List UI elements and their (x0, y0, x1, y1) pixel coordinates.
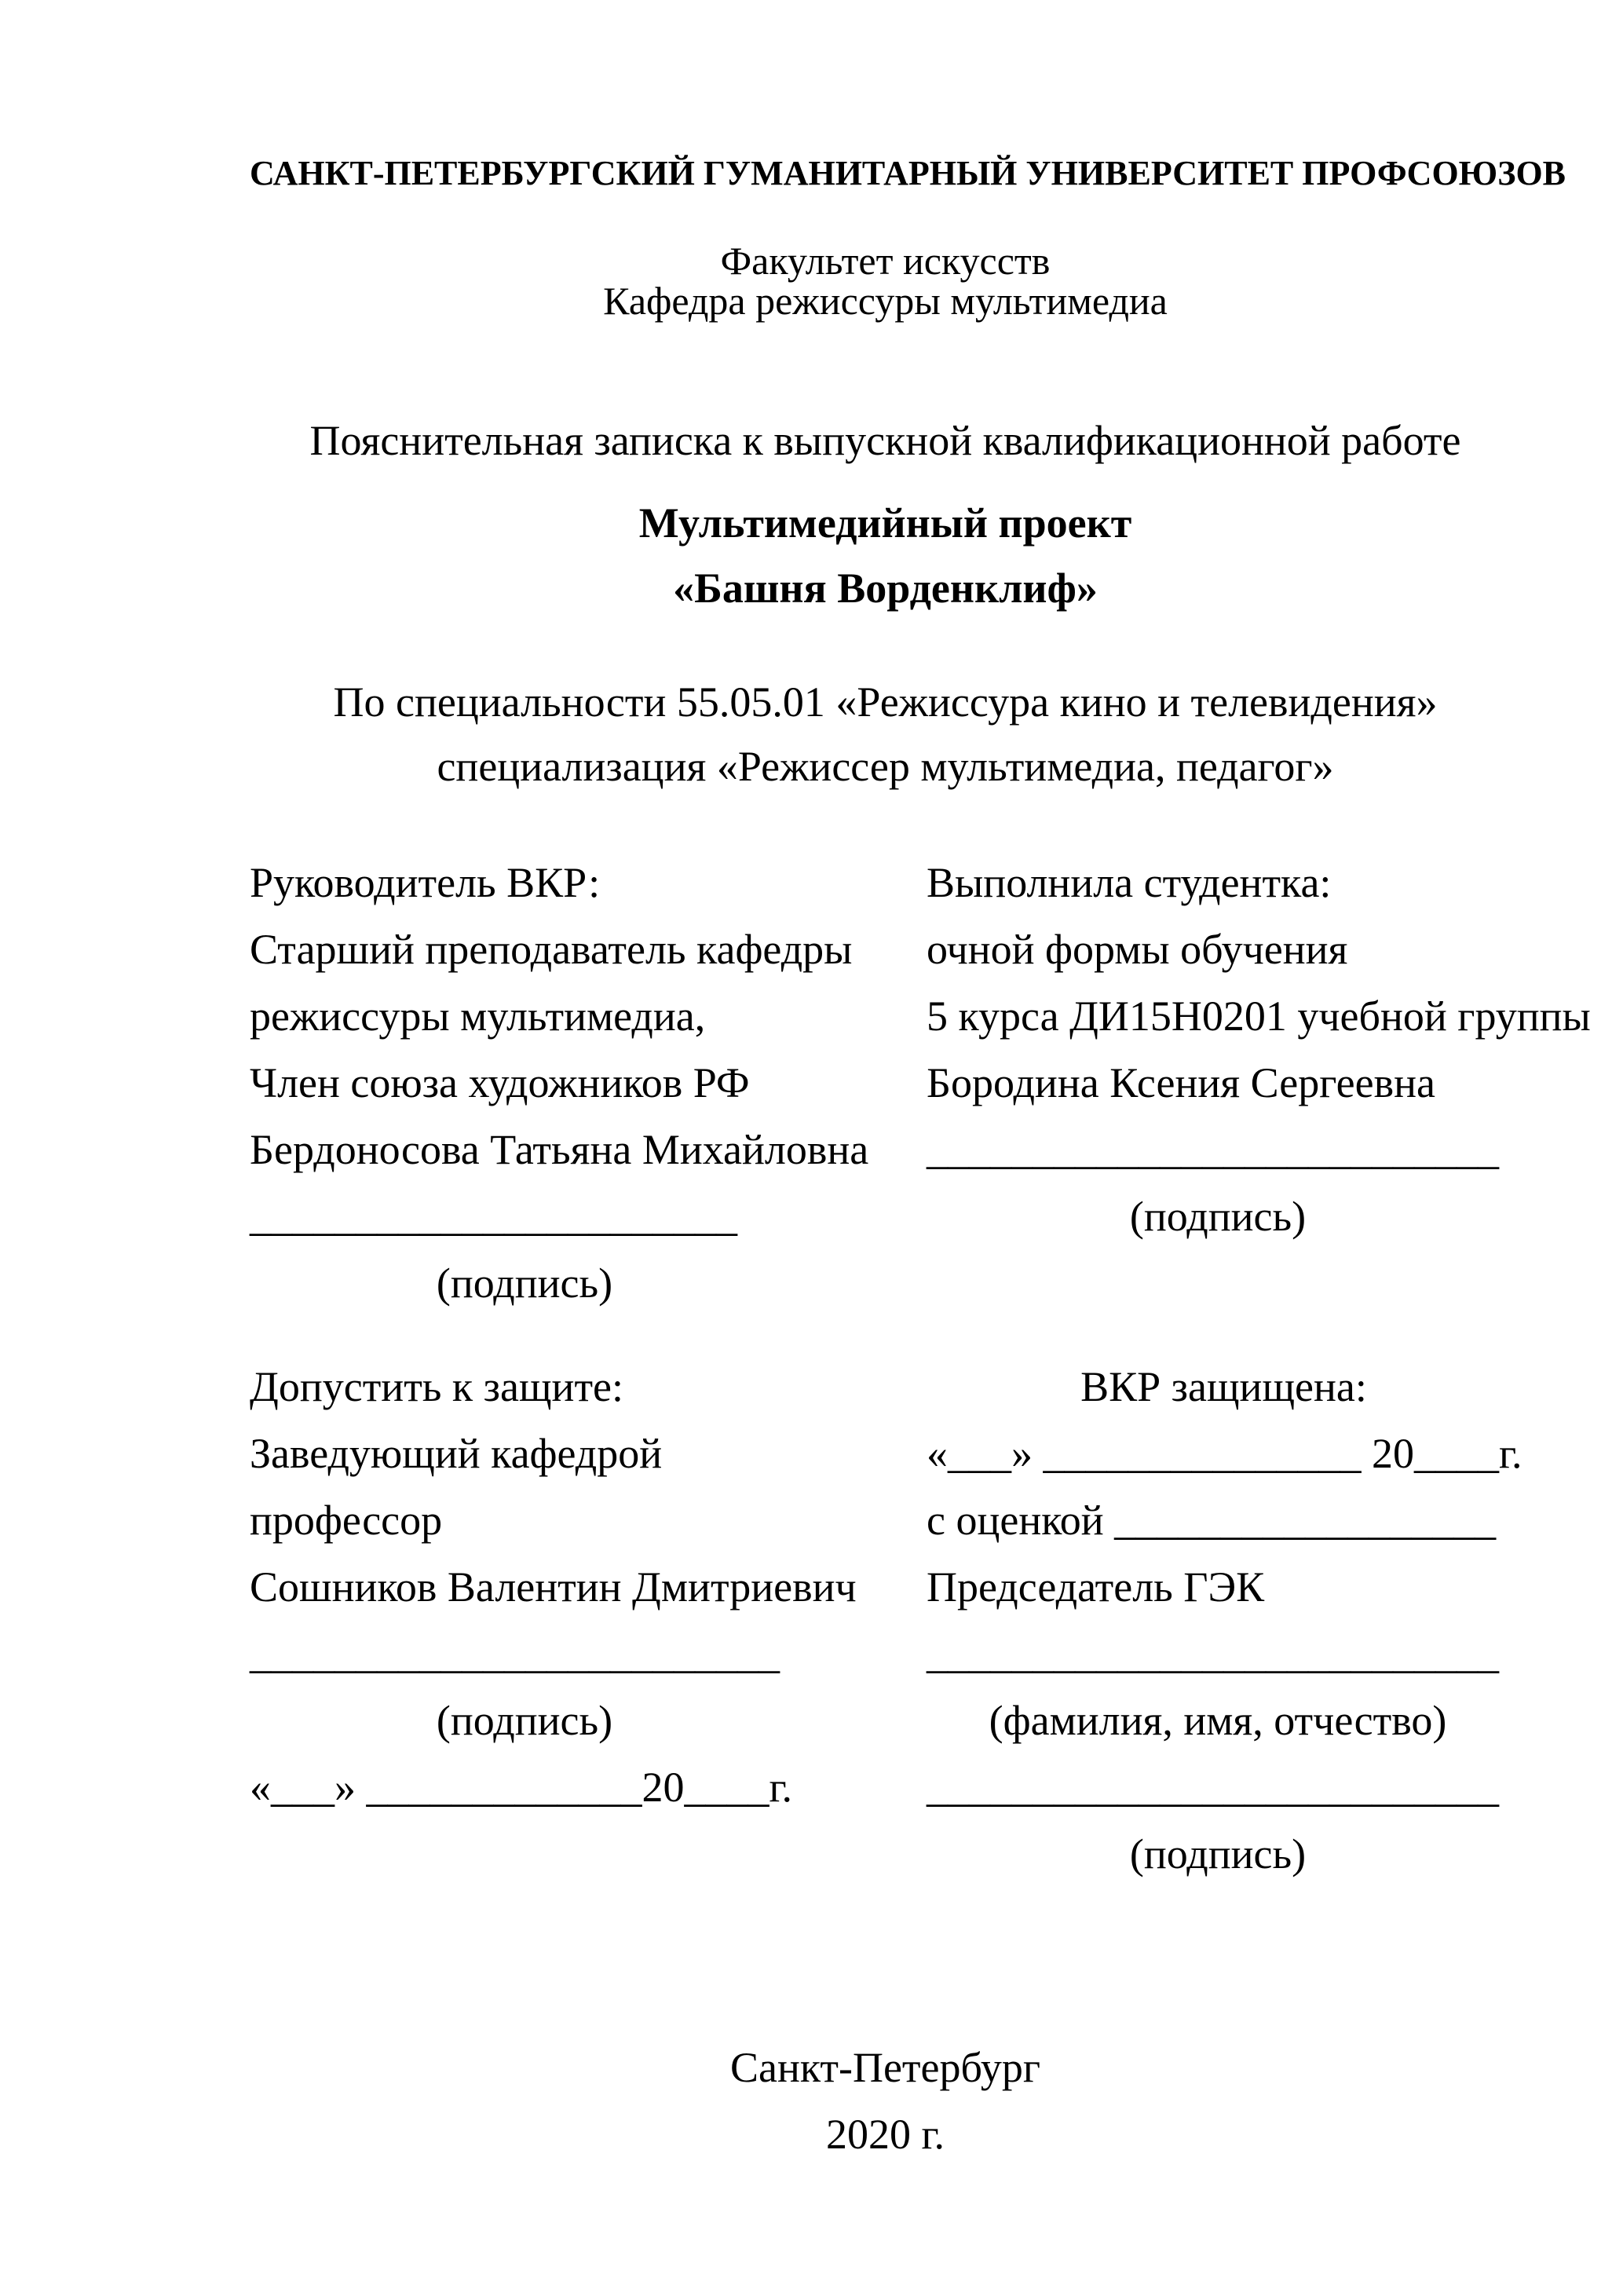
specialty-line: По специальности 55.05.01 «Режиссура кино и телевидения» (333, 678, 1438, 726)
defense-signature-line: ___________________________ (927, 1764, 1499, 1811)
student-group: 5 курса ДИ15Н0201 учебной группы (927, 993, 1591, 1040)
supervisor-name: Бердоносова Татьяна Михайловна (250, 1126, 869, 1173)
supervisor-label: Руководитель ВКР: (250, 859, 601, 906)
year-label: 2020 г. (825, 2111, 945, 2158)
city-name: Санкт-Петербург (729, 2044, 1041, 2091)
work-subtitle: Пояснительная записка к выпускной квалификационной работе (309, 417, 1461, 464)
admission-signature-line: _________________________ (250, 1630, 780, 1677)
student-label: Выполнила студентка: (927, 859, 1332, 906)
student-signature-line: ___________________________ (927, 1126, 1499, 1173)
admission-date-line: «___» _____________20____г. (250, 1764, 793, 1811)
defense-label: ВКР защищена: (1080, 1363, 1367, 1410)
supervisor-membership: Член союза художников РФ (250, 1059, 750, 1106)
admission-name: Сошников Валентин Дмитриевич (250, 1563, 857, 1610)
university-name: САНКТ-ПЕТЕРБУРГСКИЙ ГУМАНИТАРНЫЙ УНИВЕРСИТЕТ ПРОФСОЮЗОВ (250, 154, 1566, 192)
department-name: Кафедра режиссуры мультимедиа (603, 279, 1168, 323)
supervisor-position-2: режиссуры мультимедиа, (250, 993, 706, 1040)
defense-chairman-name-line: ___________________________ (927, 1630, 1499, 1677)
faculty-name: Факультет искусств (720, 239, 1051, 283)
student-study-form: очной формы обучения (927, 926, 1348, 973)
project-type: Мультимедийный проект (638, 499, 1132, 547)
admission-position-2: профессор (250, 1497, 443, 1544)
supervisor-signature-caption: (подпись) (436, 1260, 613, 1307)
admission-label: Допустить к защите: (250, 1363, 624, 1410)
supervisor-signature-line: _______________________ (250, 1193, 737, 1240)
project-title: «Башня Ворденклиф» (673, 565, 1098, 612)
student-name: Бородина Ксения Сергеевна (927, 1059, 1435, 1106)
defense-grade-line: с оценкой __________________ (927, 1497, 1497, 1544)
specialization-line: специализация «Режиссер мультимедиа, педагог» (437, 743, 1334, 790)
defense-signature-caption: (подпись) (1129, 1830, 1307, 1877)
student-signature-caption: (подпись) (1129, 1193, 1307, 1240)
defense-date-line: «___» _______________ 20____г. (927, 1430, 1522, 1477)
defense-chairman-name-caption: (фамилия, имя, отчество) (989, 1697, 1447, 1744)
defense-chairman-label: Председатель ГЭК (927, 1563, 1265, 1610)
admission-signature-caption: (подпись) (436, 1697, 613, 1744)
supervisor-position-1: Старший преподаватель кафедры (250, 926, 853, 973)
admission-position-1: Заведующий кафедрой (250, 1430, 663, 1477)
